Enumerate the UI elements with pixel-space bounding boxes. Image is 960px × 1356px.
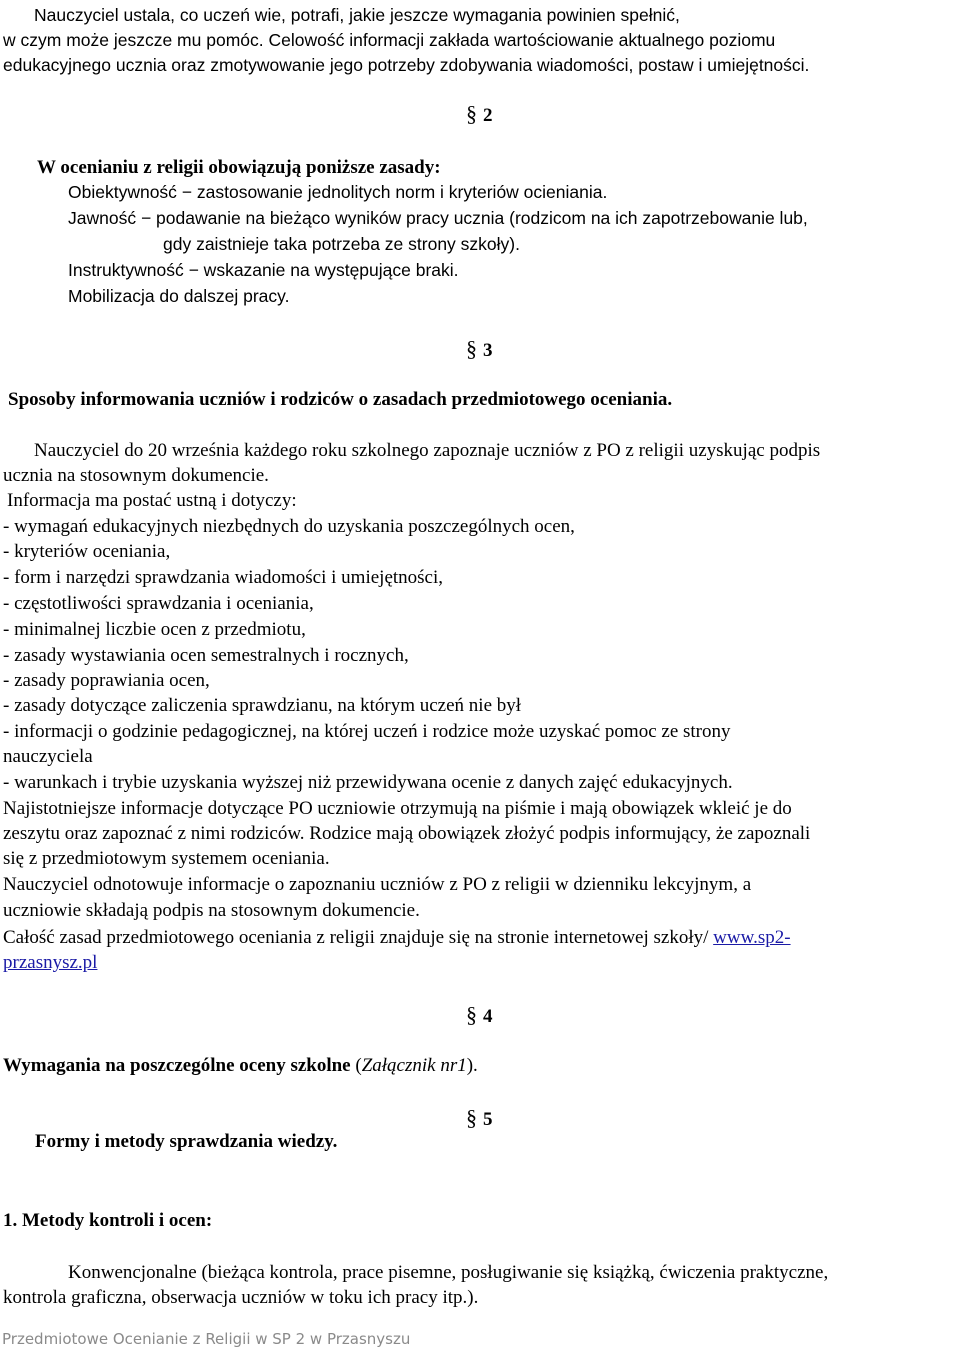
paragraph-sign: §: [466, 1002, 477, 1027]
section-3-heading: Sposoby informowania uczniów i rodziców o zasadach przedmiotowego oceniania.: [8, 389, 673, 410]
section-2-heading: W ocenianiu z religii obowiązują poniższe zasady:: [37, 157, 441, 178]
section-number-4: [466, 1002, 493, 1029]
paragraph-line: Konwencjonalne (bieżąca kontrola, prace pisemne, posługiwanie się książką, ćwiczenia praktyczne,: [68, 1262, 829, 1283]
paragraph-line: uczniowie składają podpis na stosownym dokumencie.: [3, 900, 420, 921]
paragraph-line: Nauczyciel odnotowuje informacje o zapoznaniu uczniów z PO z religii w dzienniku lekcyjnym, a: [3, 874, 752, 895]
list-item: - zasady dotyczące zaliczenia sprawdzianu, na którym uczeń nie był: [3, 695, 522, 716]
section-4-heading-paren-open: (: [350, 1055, 362, 1076]
section-4-heading-bold: Wymagania na poszczególne oceny szkolne: [3, 1055, 351, 1076]
school-website-link[interactable]: www.sp2-: [713, 927, 791, 948]
list-item: - zasady poprawiania ocen,: [3, 670, 210, 691]
principle-item-continuation: gdy zaistnieje taka potrzeba ze strony szkoły).: [163, 234, 520, 254]
section-4-number: 4: [483, 1006, 493, 1027]
intro-line: edukacyjnego ucznia oraz zmotywowanie jego potrzeby zdobywania wiadomości, postaw i umiejętności.: [3, 55, 810, 75]
principle-item: Mobilizacja do dalszej pracy.: [68, 286, 290, 306]
paragraph-line: Najistotniejsze informacje dotyczące PO uczniowie otrzymują na piśmie i mają obowiązek wkleić je do: [3, 798, 792, 819]
paragraph-line: Informacja ma postać ustną i dotyczy:: [7, 490, 297, 511]
intro-line: w czym może jeszcze mu pomóc. Celowość informacji zakłada wartościowanie aktualnego poziomu: [3, 30, 776, 50]
school-website-link-continuation[interactable]: przasnysz.pl: [3, 952, 98, 973]
paragraph-sign: §: [466, 1105, 477, 1130]
list-item: - informacji o godzinie pedagogicznej, na której uczeń i rodzice może uzyskać pomoc ze strony: [3, 721, 731, 742]
paragraph-sign: §: [466, 101, 477, 126]
list-item-continuation: nauczyciela: [3, 746, 93, 767]
website-link-continuation: [3, 950, 97, 975]
list-item: - zasady wystawiania ocen semestralnych i rocznych,: [3, 645, 409, 666]
paragraph-sign: §: [466, 336, 477, 361]
paragraph-line: zeszytu oraz zapoznać z nimi rodziców. Rodzice mają obowiązek złożyć podpis informujący, że zapoznali: [3, 823, 811, 844]
list-item: - warunkach i trybie uzyskania wyższej niż przewidywana ocenie z danych zajęć edukacyjnych.: [3, 772, 733, 793]
principle-item: Jawność − podawanie na bieżąco wyników pracy ucznia (rodzicom na ich zapotrzebowanie lub,: [68, 208, 808, 228]
list-item: - częstotliwości sprawdzania i oceniania,: [3, 593, 314, 614]
paragraph-line: Nauczyciel do 20 września każdego roku szkolnego zapoznaje uczniów z PO z religii uzyskując podpis: [34, 440, 821, 461]
section-5-number: 5: [483, 1109, 493, 1130]
principle-item: Instruktywność − wskazanie na występujące braki.: [68, 260, 459, 280]
section-number-5: [466, 1105, 493, 1132]
intro-line: Nauczyciel ustala, co uczeń wie, potrafi, jakie jeszcze wymagania powinien spełnić,: [34, 5, 680, 25]
list-item: - kryteriów oceniania,: [3, 541, 171, 562]
section-4-heading-paren-close: ).: [466, 1055, 478, 1076]
website-info-text: Całość zasad przedmiotowego oceniania z religii znajduje się na stronie internetowej szkoły/: [3, 927, 714, 948]
paragraph-line: kontrola graficzna, obserwacja uczniów w toku ich pracy itp.).: [3, 1287, 479, 1308]
list-item: - form i narzędzi sprawdzania wiadomości i umiejętności,: [3, 567, 444, 588]
section-4-heading: [3, 1053, 478, 1078]
principle-item: Obiektywność − zastosowanie jednolitych norm i kryteriów ocieniania.: [68, 182, 608, 202]
attachment-reference: Załącznik nr1: [361, 1055, 467, 1076]
section-5-heading: Formy i metody sprawdzania wiedzy.: [35, 1131, 338, 1152]
section-number-2: [466, 101, 493, 128]
website-info: [3, 925, 791, 950]
page-footer: Przedmiotowe Ocenianie z Religii w SP 2 w Przasnyszu: [2, 1330, 411, 1348]
paragraph-line: się z przedmiotowym systemem oceniania.: [3, 848, 330, 869]
section-3-number: 3: [483, 340, 493, 361]
section-number-3: [466, 336, 493, 363]
paragraph-line: ucznia na stosownym dokumencie.: [3, 465, 269, 486]
list-item: - minimalnej liczbie ocen z przedmiotu,: [3, 619, 306, 640]
sub-heading: 1. Metody kontroli i ocen:: [3, 1210, 213, 1231]
list-item: - wymagań edukacyjnych niezbędnych do uzyskania poszczególnych ocen,: [3, 516, 575, 537]
section-2-number: 2: [483, 105, 493, 126]
